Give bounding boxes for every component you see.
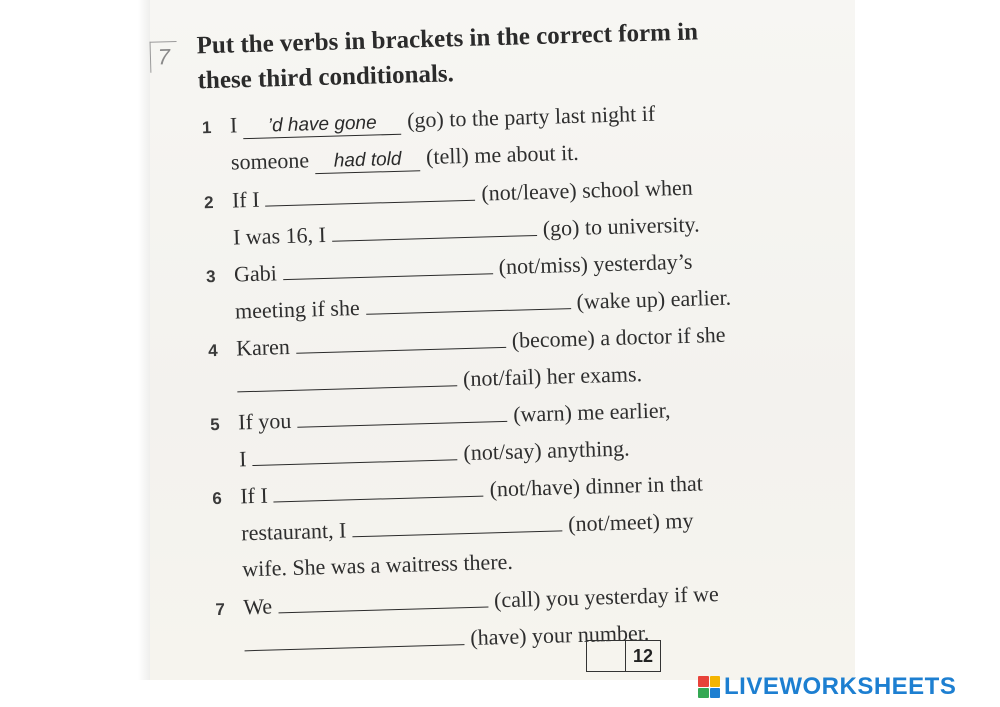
item-number: 4 — [207, 340, 218, 361]
answer-blank[interactable] — [278, 585, 489, 614]
answer-blank[interactable] — [352, 508, 563, 537]
item-text: (go) to university. — [542, 211, 700, 241]
answer-blank[interactable] — [297, 399, 508, 428]
item-text: wife. She was a waitress there. — [241, 548, 514, 582]
item-text: If I — [239, 482, 269, 509]
item-number: 3 — [205, 266, 216, 287]
item-text: meeting if she — [234, 294, 361, 324]
item-6-line-3 — [214, 547, 513, 585]
answer-blank[interactable] — [282, 251, 493, 280]
item-number: 5 — [209, 414, 220, 435]
instruction-line-2: these third conditionals. — [197, 60, 455, 95]
item-number: 1 — [201, 118, 212, 138]
item-text: If you — [237, 407, 292, 435]
item-text: (have) your number. — [469, 620, 650, 651]
item-text: (call) you yesterday if we — [493, 581, 720, 613]
item-number: 7 — [215, 599, 226, 620]
item-text: (not/miss) yesterday’s — [498, 248, 693, 280]
exercise-number: 7 — [150, 41, 178, 73]
score-input[interactable] — [587, 641, 626, 671]
answer-blank[interactable]: ’d have gone — [243, 112, 402, 139]
item-text: (warn) me earlier, — [512, 397, 671, 427]
item-text: someone — [230, 147, 310, 175]
item-text: If I — [231, 186, 260, 213]
answer-blank[interactable] — [365, 286, 571, 315]
item-text: (not/fail) her exams. — [462, 361, 643, 392]
answer-blank[interactable] — [244, 622, 465, 651]
item-text: restaurant, I — [240, 517, 347, 546]
item-1-line-1 — [201, 99, 655, 144]
item-text: I was 16, I — [232, 221, 327, 250]
item-1-line-2 — [203, 138, 580, 178]
item-text: We — [243, 593, 273, 620]
answer-blank[interactable] — [252, 437, 458, 466]
item-text: I — [229, 112, 238, 138]
item-text: I — [238, 446, 247, 472]
answer-blank[interactable] — [331, 213, 537, 242]
item-4-line-1 — [208, 319, 726, 366]
score-total: 12 — [632, 646, 654, 666]
item-number: 6 — [212, 488, 223, 509]
item-text: (not/leave) school when — [481, 174, 694, 206]
worksheet-content — [141, 0, 865, 690]
item-5-line-2 — [211, 432, 630, 475]
answer-blank[interactable] — [295, 325, 506, 354]
item-text: Gabi — [233, 260, 278, 287]
instruction — [196, 12, 798, 99]
item-text: (go) to the party last night if — [406, 100, 656, 133]
item-text: (become) a doctor if she — [511, 321, 726, 353]
item-text: (tell) me about it. — [425, 139, 580, 170]
answer-blank[interactable] — [237, 363, 458, 392]
answer-blank[interactable] — [273, 474, 484, 503]
brand-watermark — [698, 672, 956, 702]
answer-blank[interactable]: had told — [315, 148, 421, 174]
item-text: (not/say) anything. — [463, 435, 630, 466]
item-text: Karen — [235, 333, 291, 361]
item-text: (not/meet) my — [567, 507, 694, 537]
answer-blank[interactable] — [265, 178, 476, 207]
item-4-line-2 — [209, 358, 643, 401]
item-7-line-2 — [216, 617, 650, 660]
liveworksheets-logo-icon — [698, 676, 720, 698]
score-box — [586, 640, 661, 672]
item-number: 2 — [203, 193, 214, 213]
item-text: (wake up) earlier. — [576, 284, 732, 314]
item-text: (not/have) dinner in that — [489, 470, 704, 502]
instruction-line-1: Put the verbs in brackets in the correct form in — [196, 18, 699, 60]
brand-name: LIVEWORKSHEETS — [724, 673, 957, 700]
